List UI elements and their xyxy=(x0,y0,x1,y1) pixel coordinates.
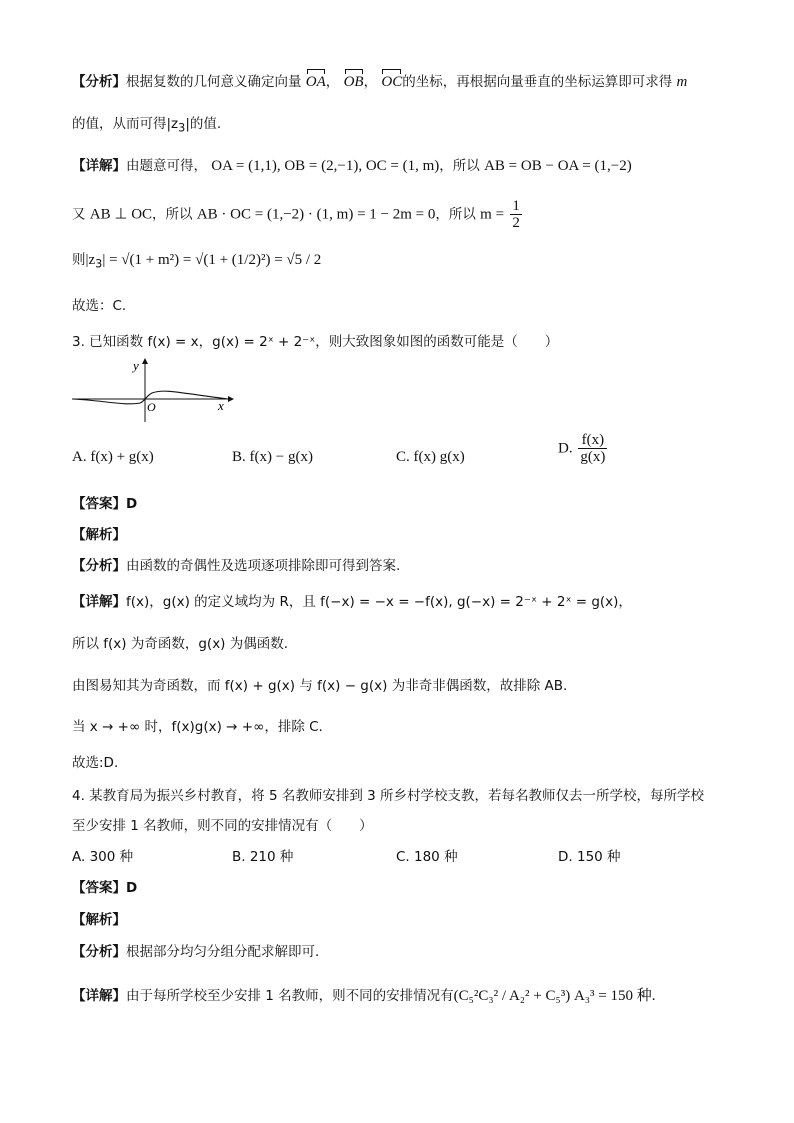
x-label: x xyxy=(218,398,224,413)
detail-text: 由题意可得， xyxy=(126,158,207,174)
detail-tag: 【详解】 xyxy=(72,158,126,174)
vector-ab-eq: AB = OB − OA = (1,−2) xyxy=(484,158,632,174)
analysis-text: 由函数的奇偶性及选项逐项排除即可得到答案. xyxy=(126,558,401,574)
var-m: m xyxy=(676,74,688,90)
detail-text-2: ，所以 xyxy=(439,158,480,174)
q3-detail-2: 所以 f(x) 为奇函数，g(x) 为偶函数. xyxy=(72,636,289,652)
analysis-text-3: 的值，从而可得|z xyxy=(72,116,179,132)
analysis-text: 根据部分均匀分组分配求解即可. xyxy=(126,944,320,960)
q3-option-b: B. f(x) − g(x) xyxy=(232,449,313,465)
option-d-label: D. xyxy=(558,440,573,457)
vector-oa: OA xyxy=(305,74,326,90)
half-fraction xyxy=(510,198,522,231)
origin-label: O xyxy=(147,400,156,414)
q3-detail-3: 由图易知其为奇函数，而 f(x) + g(x) 与 f(x) − g(x) 为非奇非偶函数，故排除 AB. xyxy=(72,678,568,694)
frac-den: g(x) xyxy=(580,449,606,465)
analysis-text-2: 的坐标，再根据向量垂直的坐标运算即可求得 xyxy=(402,74,673,90)
detail-text: 由于每所学校至少安排 1 名教师，则不同的安排情况有 xyxy=(126,988,454,1004)
analysis-tag: 【分析】 xyxy=(72,74,126,90)
analysis-line-1 xyxy=(72,72,734,92)
q4-option-d: D. 150 种 xyxy=(558,849,621,865)
z3-subscript-2: 3 xyxy=(95,257,103,271)
vector-oc: OC xyxy=(381,74,403,90)
detail-text-4: ，所以 xyxy=(152,206,193,223)
q4-jiexi: 【解析】 xyxy=(72,912,126,928)
q3-answer: 【答案】D xyxy=(72,496,138,512)
question-3: 3. 已知函数 f(x) = x，g(x) = 2ˣ + 2⁻ˣ，则大致图象如图的函数可能是（ ） xyxy=(72,334,559,350)
q3-option-a: A. f(x) + g(x) xyxy=(72,449,154,465)
detail-tag: 【详解】 xyxy=(72,594,126,610)
m-eq: m = xyxy=(480,206,505,223)
analysis-line-2 xyxy=(72,114,734,139)
q4-option-c: C. 180 种 xyxy=(396,849,458,865)
vector-coords: OA = (1,1), OB = (2,−1), OC = (1, m) xyxy=(211,158,440,174)
vector-ob: OB xyxy=(343,74,364,90)
question-4-line-2: 至少安排 1 名教师，则不同的安排情况有（ ） xyxy=(72,818,373,834)
comma: ， xyxy=(325,74,340,90)
q3-option-c: C. f(x) g(x) xyxy=(396,449,465,465)
q3-detail-1 xyxy=(72,592,734,612)
detail-text-5: ，所以 xyxy=(435,206,476,223)
q3-jiexi: 【解析】 xyxy=(72,527,126,543)
q3-detail-4: 当 x → +∞ 时，f(x)g(x) → +∞，排除 C. xyxy=(72,719,323,735)
detail-line-1 xyxy=(72,156,734,176)
comma: ， xyxy=(363,74,378,90)
detail-line-3 xyxy=(72,250,734,275)
frac-den: 2 xyxy=(512,215,520,231)
counting-formula: (C₅²C₃² / A₂² + C₅³) A₃³ = 150 种. xyxy=(453,988,656,1004)
question-4-line-1: 4. 某教育局为振兴乡村教育，将 5 名教师安排到 3 所乡村学校支教，若每名教师仅去一所学校，每所学校 xyxy=(72,788,705,804)
dot-product-eq: AB · OC = (1,−2) · (1, m) = 1 − 2m = 0 xyxy=(196,206,436,223)
function-graph xyxy=(70,356,235,426)
frac-num: 1 xyxy=(512,198,520,214)
option-d-fraction xyxy=(578,432,607,465)
q4-option-a: A. 300 种 xyxy=(72,849,134,865)
q4-detail xyxy=(72,986,734,1006)
y-axis-arrow xyxy=(142,358,148,364)
detail-text: f(x)，g(x) 的定义域均为 R，且 f(−x) = −x = −f(x), g(−x) = 2⁻ˣ + 2ˣ = g(x)， xyxy=(126,594,632,610)
analysis-text-4: |的值. xyxy=(185,116,222,132)
q4-analysis xyxy=(72,942,734,962)
choice-line-q2: 故选：C. xyxy=(72,298,127,314)
y-label: y xyxy=(133,358,139,373)
z3-subscript: 3 xyxy=(178,121,186,135)
q4-answer: 【答案】D xyxy=(72,880,138,896)
detail-text-3: 又 xyxy=(72,206,86,223)
x-axis-arrow xyxy=(228,396,234,402)
modulus-eq: | = √(1 + m²) = √(1 + (1/2)²) = √5 / 2 xyxy=(102,252,322,268)
detail-text-6: 则 xyxy=(72,252,86,268)
abs-z: |z xyxy=(85,252,96,268)
detail-line-2 xyxy=(72,198,734,231)
analysis-text: 根据复数的几何意义确定向量 xyxy=(126,74,302,90)
detail-tag: 【详解】 xyxy=(72,988,126,1004)
q3-option-d xyxy=(558,432,609,465)
frac-num: f(x) xyxy=(578,432,607,449)
q4-option-b: B. 210 种 xyxy=(232,849,294,865)
analysis-tag: 【分析】 xyxy=(72,558,126,574)
analysis-tag: 【分析】 xyxy=(72,944,126,960)
perp-relation: AB ⊥ OC xyxy=(89,206,153,223)
q3-analysis xyxy=(72,556,734,576)
q3-choice: 故选:D. xyxy=(72,755,119,771)
